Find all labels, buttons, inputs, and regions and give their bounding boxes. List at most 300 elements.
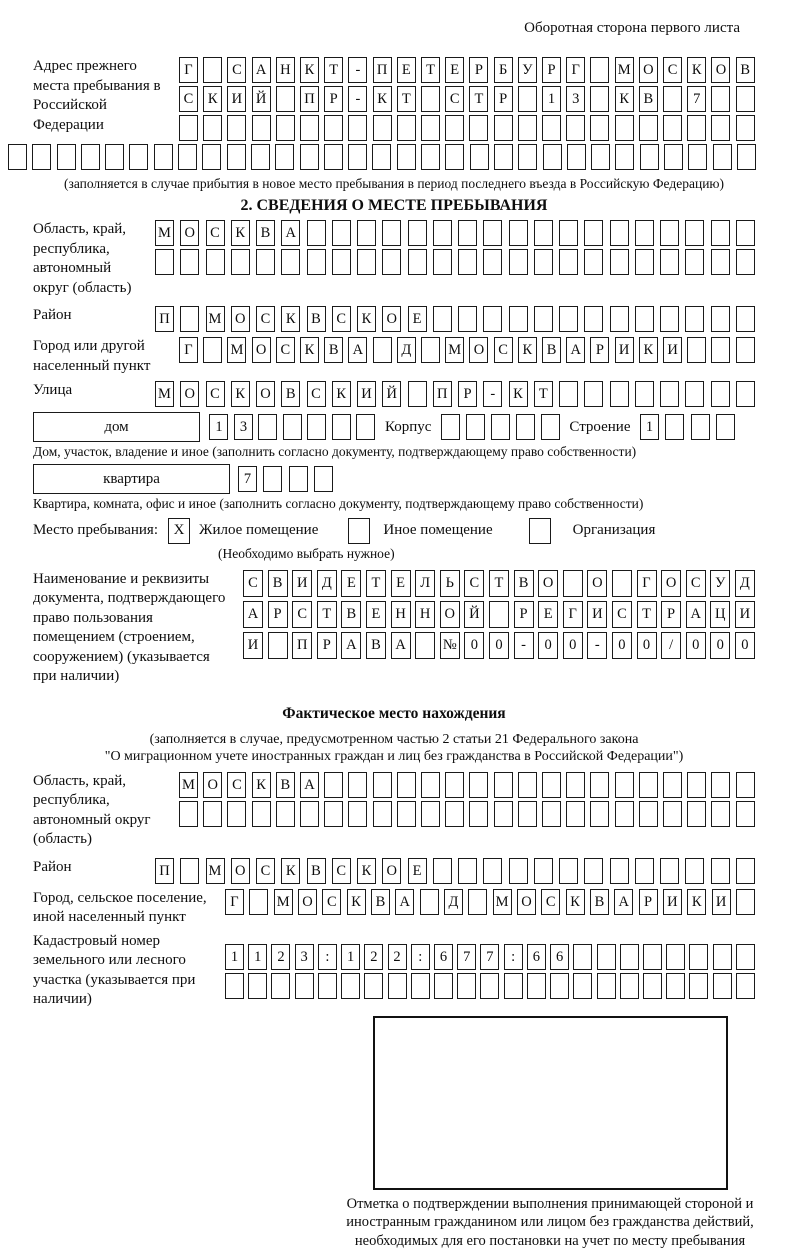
char-box[interactable]: - [483, 381, 502, 407]
char-box[interactable] [421, 115, 440, 141]
char-box[interactable]: А [348, 337, 367, 363]
char-box[interactable]: О [382, 858, 401, 884]
char-box[interactable] [227, 144, 246, 170]
char-box[interactable] [534, 306, 553, 332]
korpus-boxes[interactable] [441, 414, 560, 440]
char-box[interactable]: К [373, 86, 392, 112]
char-box[interactable] [559, 306, 578, 332]
char-box[interactable] [566, 801, 585, 827]
char-box[interactable]: В [256, 220, 275, 246]
char-box[interactable] [584, 220, 603, 246]
char-box[interactable]: М [155, 381, 174, 407]
char-box[interactable]: О [639, 57, 658, 83]
char-box[interactable] [411, 973, 430, 999]
char-box[interactable]: О [298, 889, 317, 915]
char-box[interactable] [660, 858, 679, 884]
char-box[interactable] [8, 144, 27, 170]
char-box[interactable]: Т [534, 381, 553, 407]
char-box[interactable] [663, 772, 682, 798]
char-box[interactable]: А [252, 57, 271, 83]
char-box[interactable] [711, 306, 730, 332]
char-box[interactable] [483, 249, 502, 275]
char-box[interactable] [610, 220, 629, 246]
char-box[interactable] [494, 801, 513, 827]
char-box[interactable] [300, 144, 319, 170]
char-box[interactable]: К [231, 220, 250, 246]
char-box[interactable] [271, 973, 290, 999]
char-box[interactable] [639, 115, 658, 141]
char-box[interactable] [504, 973, 523, 999]
char-box[interactable] [382, 249, 401, 275]
char-box[interactable] [483, 220, 502, 246]
document-row-2[interactable] [243, 601, 755, 628]
char-box[interactable] [610, 381, 629, 407]
char-box[interactable] [300, 801, 319, 827]
char-box[interactable] [32, 144, 51, 170]
char-box[interactable]: О [231, 306, 250, 332]
char-box[interactable]: 1 [640, 414, 659, 440]
char-box[interactable] [388, 973, 407, 999]
char-box[interactable]: У [710, 570, 730, 597]
s2-raion-row[interactable] [155, 306, 755, 332]
char-box[interactable]: О [180, 220, 199, 246]
char-box[interactable]: Т [366, 570, 386, 597]
char-box[interactable] [203, 115, 222, 141]
char-box[interactable]: : [411, 944, 430, 970]
char-box[interactable] [584, 249, 603, 275]
char-box[interactable] [281, 249, 300, 275]
char-box[interactable] [736, 858, 755, 884]
char-box[interactable] [713, 144, 732, 170]
char-box[interactable] [332, 414, 351, 440]
char-box[interactable]: Е [391, 570, 411, 597]
char-box[interactable] [373, 115, 392, 141]
dom-number-boxes[interactable] [209, 414, 375, 440]
char-box[interactable]: 7 [457, 944, 476, 970]
char-box[interactable]: Т [421, 57, 440, 83]
char-box[interactable] [324, 144, 343, 170]
char-box[interactable] [203, 337, 222, 363]
inoe-checkbox[interactable] [348, 518, 370, 544]
char-box[interactable] [129, 144, 148, 170]
char-box[interactable]: К [615, 86, 634, 112]
char-box[interactable]: 2 [271, 944, 290, 970]
char-box[interactable]: С [256, 306, 275, 332]
char-box[interactable]: С [332, 306, 351, 332]
char-box[interactable]: Н [276, 57, 295, 83]
char-box[interactable]: В [307, 858, 326, 884]
char-box[interactable] [227, 115, 246, 141]
char-box[interactable] [518, 86, 537, 112]
char-box[interactable]: / [661, 632, 681, 659]
char-box[interactable] [736, 86, 755, 112]
char-box[interactable] [372, 144, 391, 170]
char-box[interactable]: 6 [434, 944, 453, 970]
char-box[interactable]: 1 [542, 86, 561, 112]
char-box[interactable] [357, 249, 376, 275]
char-box[interactable] [364, 973, 383, 999]
char-box[interactable] [736, 115, 755, 141]
char-box[interactable]: Й [252, 86, 271, 112]
char-box[interactable] [663, 86, 682, 112]
char-box[interactable] [685, 858, 704, 884]
char-box[interactable] [434, 973, 453, 999]
char-box[interactable] [373, 337, 392, 363]
char-box[interactable]: 6 [550, 944, 569, 970]
char-box[interactable] [231, 249, 250, 275]
char-box[interactable]: С [686, 570, 706, 597]
char-box[interactable] [711, 337, 730, 363]
char-box[interactable]: Р [661, 601, 681, 628]
char-box[interactable] [470, 144, 489, 170]
char-box[interactable]: В [366, 632, 386, 659]
char-box[interactable] [620, 944, 639, 970]
char-box[interactable]: О [538, 570, 558, 597]
char-box[interactable] [258, 414, 277, 440]
char-box[interactable] [332, 220, 351, 246]
char-box[interactable] [458, 858, 477, 884]
char-box[interactable]: С [541, 889, 560, 915]
zhiloe-checkbox[interactable]: X [168, 518, 190, 544]
char-box[interactable] [494, 772, 513, 798]
char-box[interactable] [468, 889, 487, 915]
char-box[interactable] [332, 249, 351, 275]
char-box[interactable] [318, 973, 337, 999]
char-box[interactable] [615, 772, 634, 798]
char-box[interactable] [666, 973, 685, 999]
previous-address-row-1[interactable] [179, 57, 755, 83]
char-box[interactable]: В [736, 57, 755, 83]
char-box[interactable]: К [281, 858, 300, 884]
char-box[interactable] [527, 973, 546, 999]
char-box[interactable] [597, 944, 616, 970]
char-box[interactable]: Р [317, 632, 337, 659]
char-box[interactable] [268, 632, 288, 659]
char-box[interactable]: Т [637, 601, 657, 628]
char-box[interactable]: С [206, 381, 225, 407]
char-box[interactable]: О [711, 57, 730, 83]
char-box[interactable]: 7 [238, 466, 257, 492]
char-box[interactable] [660, 381, 679, 407]
char-box[interactable] [689, 944, 708, 970]
char-box[interactable]: Е [397, 57, 416, 83]
char-box[interactable] [324, 772, 343, 798]
char-box[interactable]: А [686, 601, 706, 628]
char-box[interactable]: Б [494, 57, 513, 83]
char-box[interactable]: В [542, 337, 561, 363]
char-box[interactable] [276, 86, 295, 112]
char-box[interactable] [635, 220, 654, 246]
char-box[interactable]: О [252, 337, 271, 363]
char-box[interactable] [736, 801, 755, 827]
char-box[interactable] [348, 801, 367, 827]
char-box[interactable] [597, 973, 616, 999]
s2-oblast-row-1[interactable] [155, 220, 755, 246]
char-box[interactable] [660, 306, 679, 332]
previous-address-row-3[interactable] [179, 115, 755, 141]
char-box[interactable] [180, 858, 199, 884]
char-box[interactable] [590, 86, 609, 112]
char-box[interactable] [421, 144, 440, 170]
char-box[interactable]: Г [179, 337, 198, 363]
char-box[interactable]: С [663, 57, 682, 83]
char-box[interactable]: - [514, 632, 534, 659]
char-box[interactable] [178, 144, 197, 170]
char-box[interactable] [736, 772, 755, 798]
char-box[interactable]: Р [324, 86, 343, 112]
char-box[interactable]: М [155, 220, 174, 246]
char-box[interactable]: К [332, 381, 351, 407]
char-box[interactable] [567, 144, 586, 170]
char-box[interactable]: И [735, 601, 755, 628]
char-box[interactable] [457, 973, 476, 999]
char-box[interactable]: 0 [637, 632, 657, 659]
char-box[interactable] [584, 306, 603, 332]
char-box[interactable] [713, 973, 732, 999]
char-box[interactable] [559, 858, 578, 884]
char-box[interactable]: У [518, 57, 537, 83]
char-box[interactable]: Д [397, 337, 416, 363]
char-box[interactable] [445, 115, 464, 141]
char-box[interactable]: О [203, 772, 222, 798]
char-box[interactable]: С [464, 570, 484, 597]
char-box[interactable]: Р [458, 381, 477, 407]
char-box[interactable]: О [440, 601, 460, 628]
char-box[interactable]: М [274, 889, 293, 915]
char-box[interactable] [635, 249, 654, 275]
char-box[interactable]: В [307, 306, 326, 332]
char-box[interactable]: П [155, 306, 174, 332]
char-box[interactable] [441, 414, 460, 440]
char-box[interactable]: Ь [440, 570, 460, 597]
char-box[interactable]: Т [317, 601, 337, 628]
previous-address-row-2[interactable] [179, 86, 755, 112]
char-box[interactable] [518, 801, 537, 827]
char-box[interactable]: С [332, 858, 351, 884]
char-box[interactable] [639, 772, 658, 798]
char-box[interactable] [348, 115, 367, 141]
char-box[interactable] [737, 144, 756, 170]
char-box[interactable] [458, 306, 477, 332]
char-box[interactable]: 0 [686, 632, 706, 659]
char-box[interactable] [445, 772, 464, 798]
char-box[interactable]: А [566, 337, 585, 363]
char-box[interactable] [155, 249, 174, 275]
char-box[interactable] [469, 115, 488, 141]
char-box[interactable]: К [203, 86, 222, 112]
char-box[interactable]: Р [494, 86, 513, 112]
char-box[interactable]: Г [566, 57, 585, 83]
char-box[interactable] [660, 249, 679, 275]
char-box[interactable] [397, 115, 416, 141]
char-box[interactable]: 3 [566, 86, 585, 112]
char-box[interactable] [584, 381, 603, 407]
char-box[interactable] [483, 306, 502, 332]
char-box[interactable] [711, 801, 730, 827]
char-box[interactable]: М [179, 772, 198, 798]
char-box[interactable]: О [517, 889, 536, 915]
char-box[interactable]: П [300, 86, 319, 112]
char-box[interactable] [665, 414, 684, 440]
char-box[interactable] [289, 466, 308, 492]
char-box[interactable]: Р [268, 601, 288, 628]
char-box[interactable] [420, 889, 439, 915]
char-box[interactable]: 2 [388, 944, 407, 970]
char-box[interactable]: О [661, 570, 681, 597]
char-box[interactable] [252, 115, 271, 141]
char-box[interactable]: М [615, 57, 634, 83]
char-box[interactable] [225, 973, 244, 999]
char-box[interactable] [307, 220, 326, 246]
char-box[interactable] [563, 570, 583, 597]
char-box[interactable]: 3 [234, 414, 253, 440]
char-box[interactable] [433, 858, 452, 884]
char-box[interactable]: С [322, 889, 341, 915]
char-box[interactable] [382, 220, 401, 246]
char-box[interactable]: М [206, 858, 225, 884]
char-box[interactable]: С [256, 858, 275, 884]
char-box[interactable]: 1 [225, 944, 244, 970]
char-box[interactable]: Д [735, 570, 755, 597]
char-box[interactable]: О [231, 858, 250, 884]
char-box[interactable]: К [252, 772, 271, 798]
char-box[interactable]: Е [538, 601, 558, 628]
char-box[interactable] [357, 220, 376, 246]
char-box[interactable] [711, 249, 730, 275]
char-box[interactable] [445, 801, 464, 827]
kvartira-boxes[interactable] [238, 466, 333, 492]
char-box[interactable] [421, 86, 440, 112]
char-box[interactable]: Г [563, 601, 583, 628]
char-box[interactable]: - [348, 86, 367, 112]
char-box[interactable]: Г [225, 889, 244, 915]
char-box[interactable] [433, 249, 452, 275]
char-box[interactable]: К [300, 337, 319, 363]
char-box[interactable]: Р [590, 337, 609, 363]
char-box[interactable] [203, 57, 222, 83]
char-box[interactable] [711, 220, 730, 246]
char-box[interactable] [494, 144, 513, 170]
char-box[interactable]: В [371, 889, 390, 915]
org-checkbox[interactable] [529, 518, 551, 544]
char-box[interactable]: 6 [527, 944, 546, 970]
char-box[interactable] [610, 306, 629, 332]
char-box[interactable] [543, 144, 562, 170]
char-box[interactable]: С [612, 601, 632, 628]
s2-oblast-row-2[interactable] [155, 249, 755, 275]
char-box[interactable] [541, 414, 560, 440]
char-box[interactable] [494, 115, 513, 141]
char-box[interactable] [685, 249, 704, 275]
char-box[interactable]: 0 [735, 632, 755, 659]
kadastr-row-1[interactable] [225, 944, 755, 970]
char-box[interactable] [573, 944, 592, 970]
previous-address-row-4[interactable] [8, 144, 756, 170]
char-box[interactable] [573, 973, 592, 999]
char-box[interactable] [610, 858, 629, 884]
char-box[interactable] [179, 115, 198, 141]
char-box[interactable]: Н [391, 601, 411, 628]
char-box[interactable] [373, 772, 392, 798]
char-box[interactable]: Г [179, 57, 198, 83]
char-box[interactable]: А [243, 601, 263, 628]
char-box[interactable] [154, 144, 173, 170]
char-box[interactable] [689, 973, 708, 999]
char-box[interactable]: С [243, 570, 263, 597]
char-box[interactable] [550, 973, 569, 999]
char-box[interactable] [373, 801, 392, 827]
char-box[interactable] [415, 632, 435, 659]
char-box[interactable]: П [155, 858, 174, 884]
char-box[interactable]: : [504, 944, 523, 970]
char-box[interactable]: С [307, 381, 326, 407]
char-box[interactable] [276, 801, 295, 827]
factual-raion-row[interactable] [155, 858, 755, 884]
char-box[interactable] [687, 115, 706, 141]
dom-type-rect[interactable]: дом [33, 412, 200, 442]
char-box[interactable]: С [276, 337, 295, 363]
char-box[interactable] [307, 414, 326, 440]
char-box[interactable]: Т [469, 86, 488, 112]
char-box[interactable]: В [514, 570, 534, 597]
factual-oblast-row-2[interactable] [179, 801, 755, 827]
char-box[interactable] [206, 249, 225, 275]
stroenie-boxes[interactable] [640, 414, 735, 440]
char-box[interactable]: К [687, 57, 706, 83]
char-box[interactable] [408, 249, 427, 275]
char-box[interactable]: П [292, 632, 312, 659]
char-box[interactable]: Й [382, 381, 401, 407]
char-box[interactable] [509, 249, 528, 275]
char-box[interactable]: Р [542, 57, 561, 83]
char-box[interactable] [590, 772, 609, 798]
char-box[interactable] [397, 772, 416, 798]
char-box[interactable]: В [276, 772, 295, 798]
char-box[interactable]: 7 [687, 86, 706, 112]
char-box[interactable]: П [433, 381, 452, 407]
char-box[interactable] [559, 381, 578, 407]
char-box[interactable] [251, 144, 270, 170]
char-box[interactable]: : [318, 944, 337, 970]
char-box[interactable]: А [300, 772, 319, 798]
char-box[interactable] [584, 858, 603, 884]
char-box[interactable] [509, 858, 528, 884]
char-box[interactable] [534, 220, 553, 246]
char-box[interactable]: Е [408, 858, 427, 884]
char-box[interactable]: В [590, 889, 609, 915]
char-box[interactable]: Ц [710, 601, 730, 628]
char-box[interactable]: М [493, 889, 512, 915]
char-box[interactable]: И [227, 86, 246, 112]
char-box[interactable]: С [292, 601, 312, 628]
char-box[interactable] [445, 144, 464, 170]
char-box[interactable] [685, 306, 704, 332]
char-box[interactable]: Н [415, 601, 435, 628]
char-box[interactable] [643, 944, 662, 970]
char-box[interactable] [542, 772, 561, 798]
char-box[interactable] [635, 306, 654, 332]
char-box[interactable] [408, 220, 427, 246]
char-box[interactable] [314, 466, 333, 492]
char-box[interactable] [421, 801, 440, 827]
char-box[interactable]: Г [637, 570, 657, 597]
char-box[interactable]: М [206, 306, 225, 332]
char-box[interactable] [483, 858, 502, 884]
char-box[interactable] [542, 801, 561, 827]
char-box[interactable] [620, 973, 639, 999]
char-box[interactable]: И [712, 889, 731, 915]
char-box[interactable]: Д [444, 889, 463, 915]
